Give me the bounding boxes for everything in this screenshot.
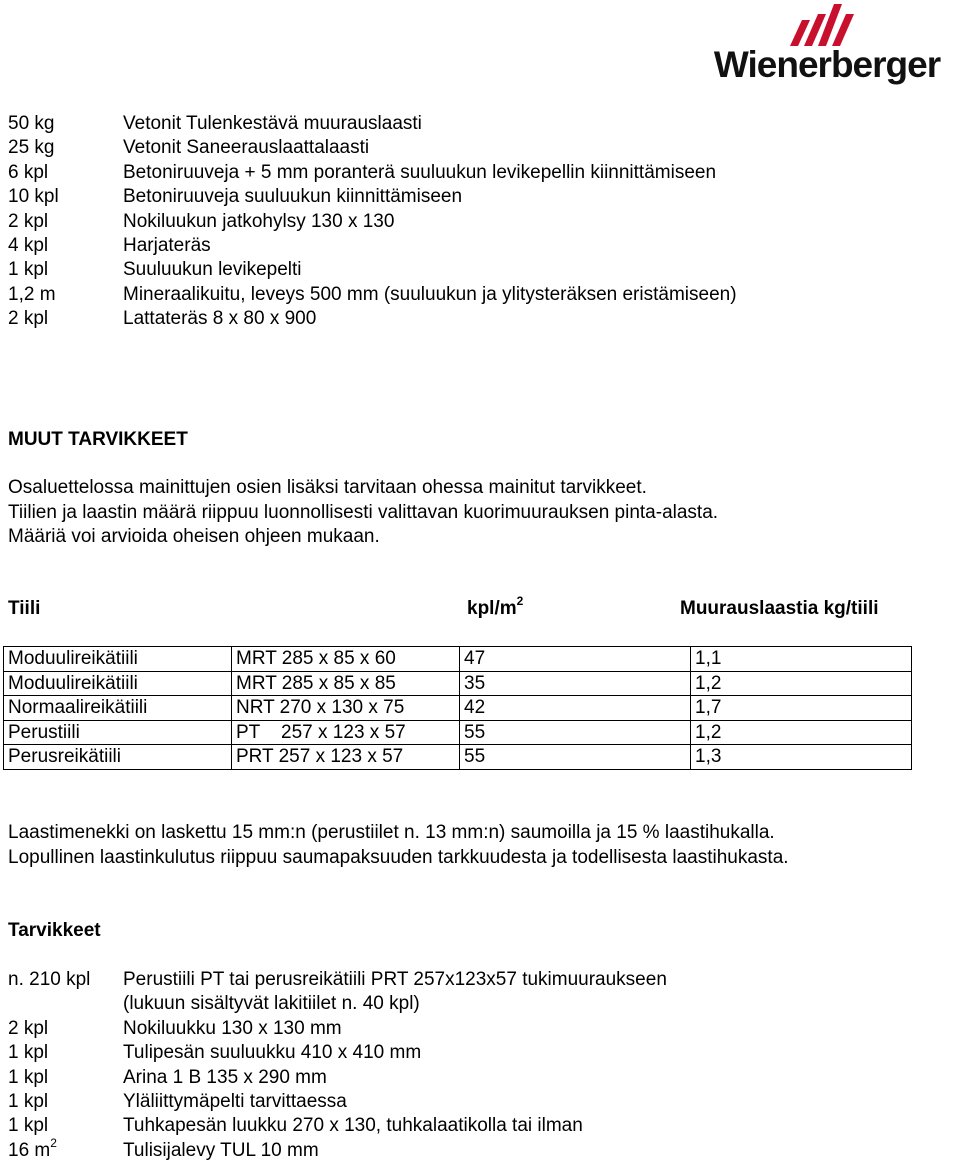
other-description [8,476,938,550]
item-qty: 50 kg [8,113,55,134]
item-qty: 25 kg [8,137,55,159]
item-qty: 1 kpl [8,1115,49,1137]
header-laasti: Muurauslaastia kg/tiili [680,598,879,619]
table-cell: 1,1 [691,647,912,672]
supplies-list [8,968,908,1163]
item-desc: Tulipesän suuluukku 410 x 410 mm [123,1042,422,1064]
item-qty: 1 kpl [8,1066,49,1088]
paragraph-line: Laastimenekki on laskettu 15 mm:n (perustiilet n. 13 mm:n) saumoilla ja 15 % laastihukalla. [8,822,775,843]
logo-wordmark: Wienerberger [713,44,941,85]
brick-table [3,646,912,770]
table-cell: PT 257 x 123 x 57 [232,720,460,745]
item-desc: Nokiluukun jatkohylsy 130 x 130 [123,210,395,232]
item-desc: Tuhkapesän luukku 270 x 130, tuhkalaatikolla tai ilman [123,1115,583,1137]
item-qty: 1 kpl [8,259,49,281]
item-desc: Harjateräs [123,234,211,256]
list-item [8,210,908,234]
section-heading-other: MUUT TARVIKKEET [8,429,188,450]
list-item [8,283,908,307]
table-cell: 35 [460,671,691,696]
item-qty: 2 kpl [8,1017,49,1039]
table-row [4,671,912,696]
logo-mark-icon [780,0,870,46]
table-cell: PRT 257 x 123 x 57 [232,745,460,770]
item-qty: 10 kpl [8,186,59,208]
table-cell: MRT 285 x 85 x 60 [232,647,460,672]
table-cell: Moduulireikätiili [4,647,232,672]
list-item [8,1066,908,1090]
list-item [8,307,908,331]
table-cell: 55 [460,745,691,770]
item-desc: Lattateräs 8 x 80 x 900 [123,308,317,330]
item-qty: 2 kpl [8,210,49,232]
list-item [8,258,908,282]
table-row [4,745,912,770]
item-desc: Betoniruuveja suuluukun kiinnittämiseen [123,186,463,208]
table-cell: 1,3 [691,745,912,770]
list-item [8,112,908,136]
header-kpl-sup: 2 [516,594,524,608]
list-item [8,1114,908,1138]
table-cell: Perusreikätiili [4,745,232,770]
table-cell: 1,7 [691,696,912,721]
table-row [4,696,912,721]
item-qty: 1 kpl [8,1042,49,1064]
paragraph-line: Lopullinen laastinkulutus riippuu saumapaksuuden tarkkuudesta ja todellisesta laastihukasta. [8,846,789,868]
table-cell: 1,2 [691,720,912,745]
item-desc: Tulisijalevy TUL 10 mm [123,1139,319,1161]
item-qty: 6 kpl [8,161,49,183]
item-qty-text: 16 m [8,1139,51,1161]
header-tiili: Tiili [8,598,41,619]
table-cell: MRT 285 x 85 x 85 [232,671,460,696]
item-qty: n. 210 kpl [8,969,91,990]
item-qty-sup: 2 [50,1135,57,1150]
item-desc: Betoniruuveja + 5 mm poranterä suuluukun levikepellin kiinnittämiseen [123,161,717,183]
item-desc-continued: (lukuun sisältyvät lakitiilet n. 40 kpl) [123,993,420,1015]
table-cell: Perustiili [4,720,232,745]
material-list [8,112,908,332]
item-desc: Vetonit Tulenkestävä muurauslaasti [123,113,422,134]
item-qty: 2 kpl [8,308,49,330]
item-desc: Suuluukun levikepelti [123,259,302,281]
table-row [4,647,912,672]
list-item [8,1090,908,1114]
table-cell: 47 [460,647,691,672]
item-desc: Arina 1 B 135 x 290 mm [123,1066,327,1088]
item-desc: Vetonit Saneerauslaattalaasti [123,137,370,159]
list-item [8,161,908,185]
item-qty: 4 kpl [8,234,49,256]
table-cell: 55 [460,720,691,745]
list-item [8,136,908,160]
item-desc: Perustiili PT tai perusreikätiili PRT 257x123x57 tukimuuraukseen [123,969,667,990]
paragraph-line: Osaluettelossa mainittujen osien lisäksi tarvitaan ohessa mainitut tarvikkeet. [8,477,647,498]
table-cell: NRT 270 x 130 x 75 [232,696,460,721]
list-item [8,234,908,258]
header-kpl [467,594,524,620]
paragraph-line: Tiilien ja laastin määrä riippuu luonnollisesti valittavan kuorimuurauksen pinta-alasta. [8,501,719,523]
table-cell: Normaalireikätiili [4,696,232,721]
list-item [8,1017,908,1041]
list-item [8,968,908,1017]
table-cell: 1,2 [691,671,912,696]
wienerberger-logo [696,0,958,86]
table-row [4,720,912,745]
item-qty: 1,2 m [8,283,56,305]
mortar-note [8,821,938,870]
table-cell: Moduulireikätiili [4,671,232,696]
item-desc: Mineraalikuitu, leveys 500 mm (suuluukun ja ylitysteräksen eristämiseen) [123,283,737,305]
list-item [8,185,908,209]
header-kpl-text: kpl/m [467,598,517,619]
item-qty: 1 kpl [8,1090,49,1112]
item-desc: Yläliittymäpelti tarvittaessa [123,1090,347,1112]
list-item [8,1041,908,1065]
list-item [8,1135,908,1163]
paragraph-line: Määriä voi arvioida oheisen ohjeen mukaan. [8,526,380,547]
item-desc: Nokiluukku 130 x 130 mm [123,1017,342,1039]
section-heading-supplies: Tarvikkeet [8,920,101,941]
item-qty [8,1135,57,1163]
table-cell: 42 [460,696,691,721]
